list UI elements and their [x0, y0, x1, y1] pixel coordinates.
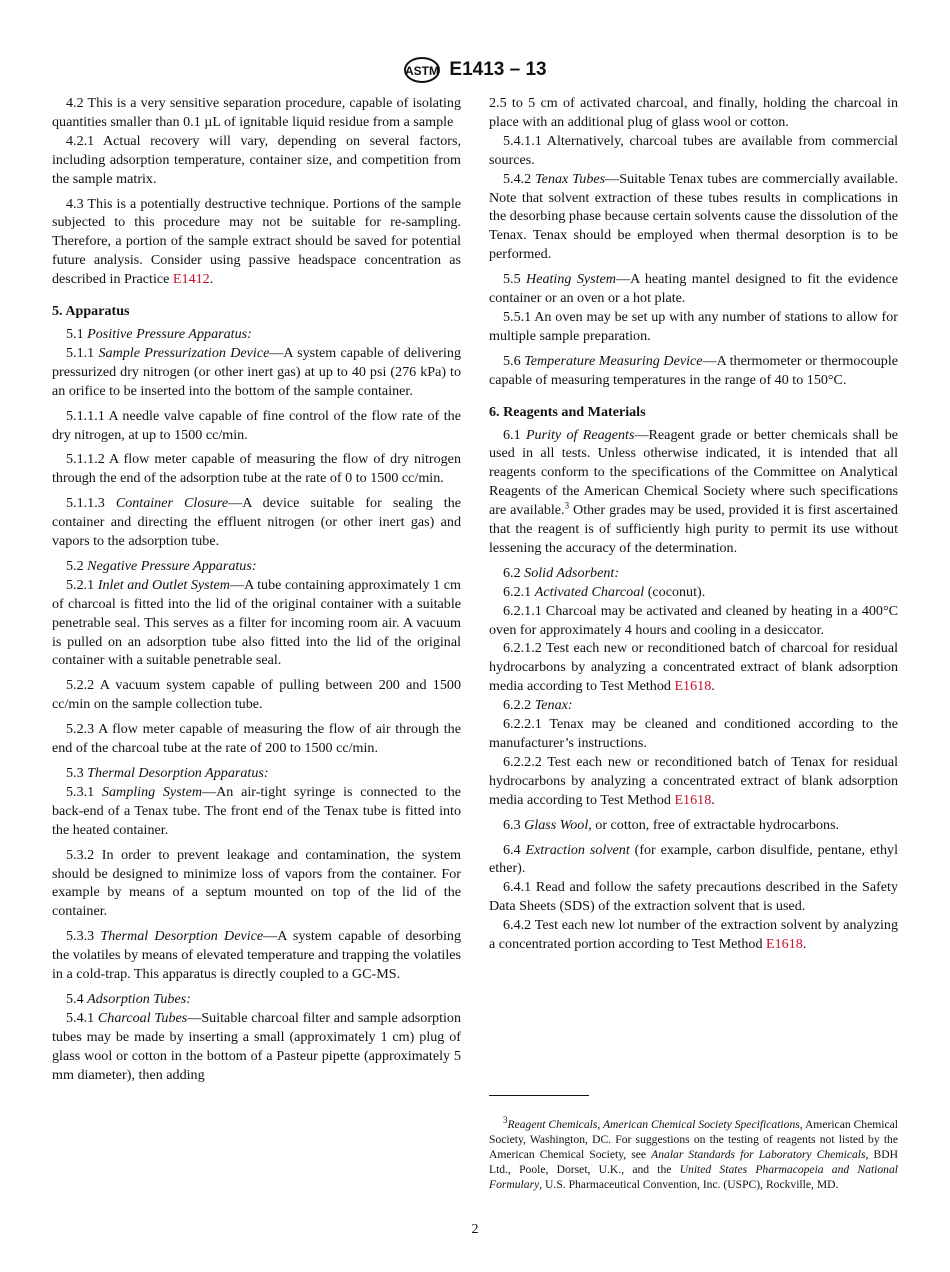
text-run: 6.2.1 — [503, 583, 535, 600]
italic-text: Purity of Reagents — [525, 426, 635, 443]
reference-link[interactable]: E1618 — [766, 936, 803, 953]
paragraph — [489, 916, 898, 954]
text-run: 5.1.1 — [66, 344, 99, 361]
paragraph — [489, 602, 898, 640]
paragraph — [489, 696, 898, 715]
italic-text: Extraction solvent — [525, 841, 630, 858]
text-run: (for example, carbon disulfide, pentane, ethyl ether). — [489, 841, 899, 877]
text-run: —A system capable of delivering pressurized dry nitrogen (or other inert gas) at up to 40 psi (276 kPa) to an orifice to be inserted into the bottom of the sample container. — [52, 344, 461, 399]
paragraph — [489, 583, 898, 602]
text-run: —A system capable of desorbing the volatiles by means of elevated temperature and trapping the volatiles in a cold-trap. This apparatus is directly coupled to a GC-MS. — [52, 928, 461, 983]
paragraph — [52, 990, 461, 1009]
page-number: 2 — [471, 1222, 479, 1237]
footnote-divider — [489, 1095, 589, 1096]
paragraph — [489, 308, 898, 346]
italic-text: Glass Wool, — [524, 816, 592, 833]
text-run: 5.2 — [66, 557, 88, 574]
text-run: 5.4.1.1 Alternatively, charcoal tubes are available from commercial sources. — [489, 132, 898, 168]
paragraph — [52, 94, 461, 132]
text-run: 6. Reagents and Materials — [489, 403, 646, 420]
text-run: (coconut). — [644, 583, 706, 600]
text-run: —Suitable Tenax tubes are commercially available. Note that solvent extraction of these tubes results in complications in the desorbing phase because certain solvents cause the dissolution of the Tenax. Tenax should be employed when thermal desorption is to be performed. — [489, 170, 898, 263]
italic-text: Temperature Measuring Device — [524, 352, 703, 369]
text-run: 5.3.2 In order to prevent leakage and contamination, the system should be designed to minimize loss of vapors from the container. For example by means of a septum mounted on top of the lid of the container. — [52, 846, 461, 920]
text-run: —Suitable charcoal filter and sample adsorption tubes may be made by inserting a small (approximately 1 cm) plug of glass wool or cotton in the bottom of a Pasteur pipette (approximately 5 mm diameter), then adding — [52, 1009, 461, 1083]
paragraph — [489, 426, 898, 558]
text-run: 5.5 — [503, 271, 527, 288]
paragraph — [489, 132, 898, 170]
text-run: 5.3.1 — [66, 783, 102, 800]
text-run: 5.4.1 — [66, 1009, 98, 1026]
text-run: 5.5.1 An oven may be set up with any number of stations to allow for multiple sample preparation. — [489, 308, 898, 344]
italic-text: Heating System — [526, 271, 616, 288]
text-run: 6.2.2.1 Tenax may be cleaned and conditioned according to the manufacturer’s instructions. — [489, 716, 898, 751]
text-run: 5.6 — [503, 352, 525, 369]
text-run: —An air-tight syringe is connected to the back-end of a Tenax tube. The front end of the Tenax tube is fitted into the heated container. — [52, 783, 461, 838]
italic-text: Inlet and Outlet System — [97, 576, 230, 593]
text-run: 6.2.2 — [503, 697, 535, 714]
paragraph — [52, 450, 461, 488]
text-run: 5.2.3 A flow meter capable of measuring the flow of air through the end of the charcoal tube at the rate of 200 to 1500 cc/min. — [52, 721, 461, 757]
italic-text: Thermal Desorption Device — [100, 928, 264, 945]
paragraph — [52, 195, 461, 290]
paragraph — [489, 878, 898, 916]
italic-text: Tenax: — [534, 697, 573, 714]
italic-text: Sampling System — [101, 783, 203, 800]
text-run: 5.1.1.2 A flow meter capable of measuring the flow of dry nitrogen through the end of the adsorption tube at the rate of 0 to 1500 cc/min. — [52, 451, 461, 487]
footnote-ref: 3 — [503, 1114, 508, 1125]
italic-text: Analar Standards for Laboratory Chemicals — [651, 1148, 866, 1161]
text-run: . — [711, 678, 715, 695]
text-run: —A heating mantel designed to fit the evidence container or an oven or a hot plate. — [489, 271, 898, 307]
paragraph — [489, 352, 898, 390]
text-run: American Chemical Society, Washington, DC. For suggestions on the testing of reagents not listed by the American Chemical Society, see — [489, 1117, 898, 1161]
text-run: 4.2 This is a very sensitive separation procedure, capable of isolating quantities smaller than 0.1 µL of ignitable liquid residue from a sample — [52, 95, 461, 130]
text-run: 6.4.2 Test each new lot number of the extraction solvent by analyzing a concentrated portion according to Test Method — [489, 917, 898, 953]
reference-link[interactable]: E1412 — [172, 271, 210, 288]
left-column — [52, 94, 461, 1085]
paragraph — [489, 270, 898, 308]
text-run: . — [802, 936, 807, 953]
italic-text: Sample Pressurization Device — [98, 344, 270, 361]
section-heading — [52, 302, 461, 321]
text-run: 5.2.2 A vacuum system capable of pulling between 200 and 1500 cc/min on the sample collection tube. — [52, 677, 461, 713]
paragraph — [489, 564, 898, 583]
text-run: 5.4.2 — [503, 170, 536, 187]
text-run: 6.4 — [503, 841, 526, 858]
text-run: 5.1.1.1 A needle valve capable of fine control of the flow rate of the dry nitrogen, at up to 1500 cc/min. — [52, 407, 461, 443]
text-run: —A device suitable for sealing the container and directing the effluent nitrogen (or other inert gas) and vapors to the adsorption tube. — [52, 495, 462, 550]
paragraph — [52, 676, 461, 714]
paragraph — [52, 764, 461, 783]
text-run: 4.3 This is a potentially destructive technique. Portions of the sample subjected to this procedure may not be suitable for re-sampling. Therefore, a portion of the sample extract should be saved for potential future analysis. Consider using passive headspace concentration as described in Practice — [52, 195, 461, 288]
text-run: 5.3.3 — [66, 928, 101, 945]
paragraph — [52, 325, 461, 344]
italic-text: Reagent Chemicals, American Chemical Society Specifications, — [507, 1117, 803, 1131]
text-run: . — [209, 271, 214, 288]
italic-text: Charcoal Tubes — [97, 1009, 188, 1026]
right-column — [489, 94, 898, 954]
paragraph — [52, 344, 461, 401]
text-run: 5.1.1.3 — [66, 495, 116, 512]
text-run: 6.1 — [503, 426, 526, 443]
italic-text: Positive Pressure Apparatus: — [87, 325, 252, 342]
paragraph — [52, 927, 461, 984]
text-run: 6.2.2.2 Test each new or reconditioned batch of Tenax for residual hydrocarbons by analyzing a concentrated extract of blank adsorption media according to Test Method — [489, 753, 898, 808]
text-run: 2.5 to 5 cm of activated charcoal, and finally, holding the charcoal in place with an additional plug of glass wool or cotton. — [489, 95, 898, 130]
text-run: 6.4.1 Read and follow the safety precautions described in the Safety Data Sheets (SDS) of the extraction solvent that is used. — [489, 879, 898, 915]
text-run: 5.4 — [66, 990, 88, 1007]
text-run: 6.3 — [503, 816, 525, 833]
paragraph — [52, 557, 461, 576]
italic-text: Adsorption Tubes: — [87, 990, 191, 1007]
paragraph — [489, 816, 898, 835]
text-run: , U.S. Pharmaceutical Convention, Inc. (USPC), Rockville, MD. — [539, 1178, 839, 1192]
paragraph — [489, 94, 898, 132]
paragraph — [489, 841, 898, 879]
paragraph — [489, 715, 898, 753]
paragraph — [52, 132, 461, 189]
page-header — [0, 56, 950, 84]
paragraph — [52, 494, 461, 551]
paragraph — [52, 846, 461, 922]
text-run: —Reagent grade or better chemicals shall be used in all tests. Unless otherwise indicated, it is intended that all reagents conform to the specifications of the Committee on Analytical Reagents of the American Chemical Society where such specifications are available. — [489, 426, 898, 519]
paragraph — [52, 576, 461, 671]
footnote-ref: 3 — [564, 500, 570, 511]
document-id: E1413 – 13 — [449, 59, 547, 80]
paragraph — [52, 720, 461, 758]
text-run: 5.2.1 — [66, 576, 98, 593]
italic-text: United States Pharmacopeia and National Formulary — [489, 1163, 899, 1192]
text-run: , BDH Ltd., Poole, Dorset, U.K., and the — [489, 1148, 898, 1177]
text-run: —A tube containing approximately 1 cm of charcoal is fitted into the lid of the original container with a suitable penetrable seal. This serves as a filter for incoming room air. A vacuum is pulled on an adsorption tube also fitted into the lid of the original container with a suitable penetrable seal. — [52, 576, 461, 669]
section-heading — [489, 403, 898, 422]
paragraph — [489, 639, 898, 696]
italic-text: Container Closure — [115, 495, 229, 512]
paragraph — [52, 407, 461, 445]
text-run: 5. Apparatus — [52, 303, 130, 320]
italic-text: Thermal Desorption Apparatus: — [87, 765, 269, 781]
reference-link[interactable]: E1618 — [674, 791, 712, 808]
italic-text: Tenax Tubes — [535, 170, 606, 187]
text-run: —A thermometer or thermocouple capable of measuring temperatures in the range of 40 to 150°C. — [489, 352, 899, 388]
paragraph — [489, 170, 898, 265]
text-run: . — [711, 791, 715, 808]
italic-text: Negative Pressure Apparatus: — [87, 557, 257, 574]
text-run: 6.2.1.2 Test each new or reconditioned batch of charcoal for residual hydrocarbons by analyzing a concentrated extract of blank adsorption media according to Test Method — [489, 640, 898, 695]
footnote — [489, 1114, 899, 1193]
text-run: 5.3 — [66, 765, 88, 781]
italic-text: Solid Adsorbent: — [524, 564, 620, 581]
text-run: 5.1 — [66, 325, 88, 342]
reference-link[interactable]: E1618 — [674, 678, 712, 695]
text-run: or cotton, free of extractable hydrocarbons. — [591, 816, 840, 833]
svg-text:ASTM: ASTM — [405, 64, 440, 78]
astm-logo-icon — [403, 56, 441, 84]
text-run: 6.2.1.1 Charcoal may be activated and cleaned by heating in a 400°C oven for approximately 4 hours and cooling in a desiccator. — [489, 602, 898, 638]
text-run: Other grades may be used, provided it is first ascertained that the reagent is of sufficiently high purity to permit its use without lessening the accuracy of the determination. — [489, 502, 898, 556]
text-run: 4.2.1 Actual recovery will vary, depending on several factors, including adsorption temperature, container size, and competition from the sample matrix. — [52, 132, 461, 187]
paragraph — [52, 783, 461, 840]
italic-text: Activated Charcoal — [534, 583, 645, 600]
paragraph — [52, 1009, 461, 1085]
paragraph — [489, 753, 898, 810]
text-run: 6.2 — [503, 564, 525, 581]
